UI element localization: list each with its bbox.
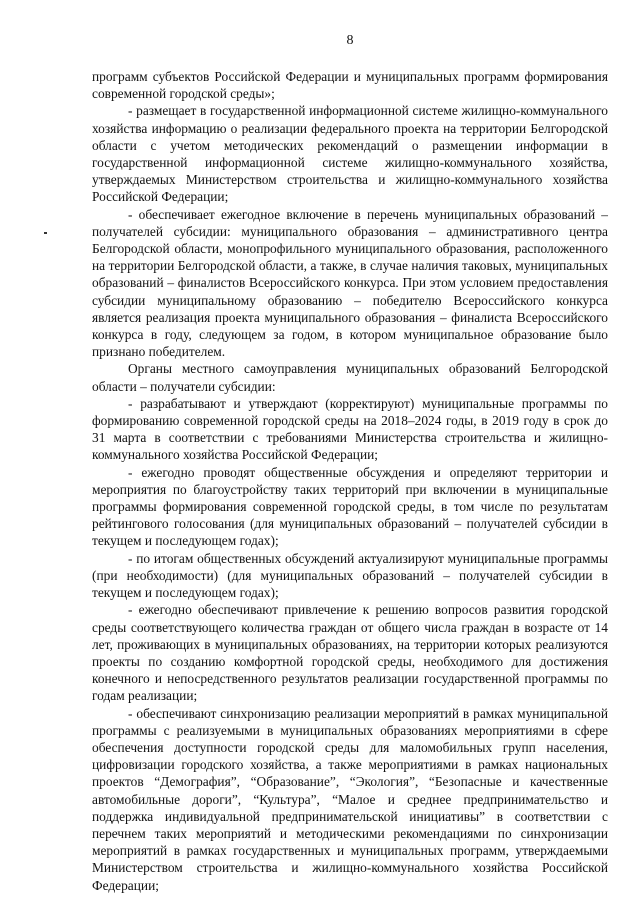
paragraph: - обеспечивают синхронизацию реализации мероприятий в рамках муниципальной программы с реализуемыми в муниципальных образованиях мероприятиями в сфере обеспечения доступности городской среды для маломобильных групп населения, цифровизации городского хозяйства, а также мероприятиями в рамках национальных проектов “Демография”, “Образование”, “Экология”, “Безопасные и качественные автомобильные дороги”, “Культура”, “Малое и среднее предпринимательство и поддержка индивидуальной предпринимательской инициативы” в соответствии с перечнем таких мероприятий и методическими рекомендациями по синхронизации мероприятий в рамках государственных и муниципальных программ, утверждаемыми Министерством строительства и жилищно-коммунального хозяйства Российской Федерации;: [92, 705, 608, 893]
paragraph: - ежегодно проводят общественные обсуждения и определяют территории и мероприятия по благоустройству таких территорий при включении в муниципальные программы формирования современной городской среды, в том числе по результатам рейтингового голосования (для муниципальных образований – получателей субсидии в текущем и последующем годах);: [92, 464, 608, 549]
page-number: 8: [346, 33, 354, 48]
paragraph: Органы местного самоуправления муниципальных образований Белгородской области – получатели субсидии:: [92, 361, 608, 394]
paragraph: - по итогам общественных обсуждений актуализируют муниципальные программы (при необходимости) (для муниципальных образований – получателей субсидии в текущем и последующем годах);: [92, 550, 608, 601]
paragraph: - обеспечивает ежегодное включение в перечень муниципальных образований – получателей субсидии: муниципального образования – административного центра Белгородской области, монопрофильного муниципального образования, расположенного на территории Белгородской области, а также, в случае наличия таковых, муниципальных образований – финалистов Всероссийского конкурса. При этом условием предоставления субсидии муниципальному образованию – победителю Всероссийского конкурса является реализация проекта муниципального образования – финалиста Всероссийского конкурса в году, следующем за годом, в котором муниципальное образование было признано победителем.: [92, 206, 608, 360]
paragraph: - размещает в государственной информационной системе жилищно-коммунального хозяйства информацию о реализации федерального проекта на территории Белгородской области с учетом методических рекомендаций о размещении информации в государственной информационной системе жилищно-коммунального хозяйства, утверждаемых Министерством строительства и жилищно-коммунального хозяйства Российской Федерации;: [92, 103, 608, 205]
document-body: [92, 68, 608, 894]
paragraph: - разрабатывают и утверждают (корректируют) муниципальные программы по формированию современной городской среды на 2018–2024 годы, в 2019 году в срок до 31 марта в соответствии с требованиями Министерства строительства и жилищно-коммунального хозяйства Российской Федерации;: [92, 395, 608, 463]
paragraph: программ субъектов Российской Федерации и муниципальных программ формирования современной городской среды»;: [92, 69, 608, 102]
paragraph: - ежегодно обеспечивают привлечение к решению вопросов развития городской среды соответствующего количества граждан от общего числа граждан в возрасте от 14 лет, проживающих в муниципальных образованиях, на территории которых реализуются проекты по созданию комфортной городской среды, необходимого для достижения конечного и непосредственного результатов реализации государственной программы по годам реализации;: [92, 602, 608, 704]
scan-mark: [44, 232, 47, 234]
